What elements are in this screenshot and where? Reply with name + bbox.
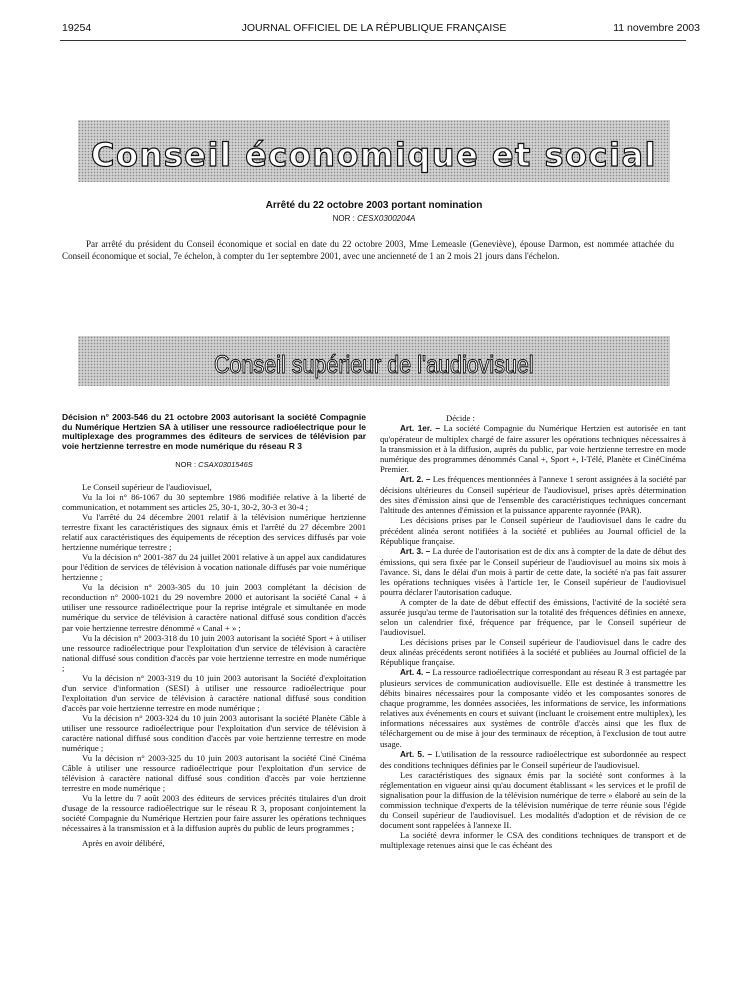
visa-paragraph: Vu la loi n° 86-1067 du 30 septembre 1986 modifiée relative à la liberté de communication, et notamment ses articles 25, 30-1, 30-2, 30-3 et 30-4 ;	[62, 491, 366, 512]
article-paragraph	[380, 423, 686, 474]
page-number: 19254	[62, 22, 92, 34]
article-paragraph	[380, 515, 686, 545]
visa-paragraph: Après en avoir délibéré,	[82, 837, 165, 848]
article-text: L'utilisation de la ressource radioélectrique est subordonnée au respect des conditions techniques définies par le Conseil supérieur de l'audiovisuel.	[380, 748, 686, 770]
article-label: Art. 3. –	[400, 546, 431, 556]
arrete-nor	[0, 214, 748, 223]
visa-paragraph: Le Conseil supérieur de l'audiovisuel,	[82, 481, 212, 492]
article-paragraph	[380, 749, 686, 770]
article-label: Art. 1er. –	[400, 424, 441, 434]
visas-list	[62, 482, 366, 848]
visa-paragraph: Vu la décision n° 2003-325 du 10 juin 2003 autorisant la société Ciné Cinéma Câble à utiliser une ressource radioélectrique pour l'exploitation d'un service de télévision à caractère national diffusé sous condition d'accès par voie hertzienne terrestre en mode numérique ;	[62, 753, 366, 794]
article-label: Art. 5. –	[400, 749, 433, 759]
visa-paragraph: Vu la décision n° 2001-387 du 24 juillet 2001 relative à un appel aux candidatures pour l'édition de services de télévision à vocation nationale diffusés par voie numérique hertzienne ;	[62, 552, 366, 583]
article-text: La société Compagnie du Numérique Hertzien est autorisée en tant qu'opérateur de multiplex chargé de faire assurer les opérations techniques nécessaires à la transmission et à la diffusion, auprès du public, par voie hertzienne terrestre en mode numérique des programmes dénommés Canal +, Sport +, I-Télé, Planète et CinéCinéma Premier.	[380, 423, 686, 475]
page-header	[0, 22, 748, 36]
right-column	[380, 413, 686, 850]
article-paragraph	[380, 770, 686, 830]
article-text: Les caractéristiques des signaux émis par la société sont conformes à la réglementation en vigueur ainsi qu'au document établissant « les services et le profil de signalisation pour la diffusion de la télévision numérique de terre » élaboré au sein de la commission technique d'experts de la télévision numérique de terre réunie sous l'égide du Conseil supérieur de l'audiovisuel. Les modalités d'adoption et de révision de ce document sont rappelées à l'annexe II.	[380, 769, 686, 830]
visa-paragraph: Vu la décision n° 2003-324 du 10 juin 2003 autorisant la société Planète Câble à utiliser une ressource radioélectrique pour l'exploitation d'un service de télévision à caractère national diffusé sous condition d'accès par voie hertzienne terrestre en mode numérique ;	[62, 712, 366, 754]
visa-paragraph: Vu la décision n° 2003-305 du 10 juin 2003 complétant la décision de reconduction n° 2000-1021 du 29 novembre 2000 et autorisant la société Canal + à utiliser une ressource radioélectrique pour la reprise intégrale et simultanée en mode numérique du service de télévision à caractère national diffusé sous condition d'accès par voie hertzienne terrestre dénommé « Canal + » ;	[62, 582, 366, 633]
visa-paragraph: Vu la lettre du 7 août 2003 des éditeurs de services précités titulaires d'un droit d'usage de la ressource radioélectrique sur le réseau R 3, proposant conjointement la société Compagnie du Numérique Hertzien pour faire assurer les opérations techniques nécessaires à la transmission et à la diffusion auprès du public de leurs programmes ;	[62, 793, 366, 834]
article-label: Art. 2. –	[400, 475, 431, 485]
publication-date: 11 novembre 2003	[613, 22, 700, 34]
nor-label: NOR :	[332, 214, 355, 223]
article-text: Les décisions prises par le Conseil supérieur de l'audiovisuel dans le cadre du précédent alinéa seront notifiées à la société et publiées au Journal officiel de la République française.	[380, 515, 686, 546]
arrete-title: Arrêté du 22 octobre 2003 portant nomination	[265, 200, 483, 211]
nor-code: CESX0300204A	[357, 214, 416, 223]
decision-nor	[62, 460, 366, 470]
nor-code: CSAX0301546S	[198, 459, 253, 469]
article-paragraph	[380, 637, 686, 667]
article-text: La ressource radioélectrique correspondant au réseau R 3 est partagée par plusieurs services de communication audiovisuelle. Elle est destinée à transmettre les débits binaires nécessaires pour la composante vidéo et les composantes sonores de chaque programme, les données associées, les informations de service, les informations relatives aux événements en cours et suivant (incluant le croisement entre multiplex), les informations nécessaires aux systèmes de contrôle d'accès ainsi que les flux de téléchargement ou de mise à jour des terminaux de réception, à l'exclusion de tout autre usage.	[380, 667, 686, 749]
section-banner-ces	[78, 120, 670, 182]
journal-title: JOURNAL OFFICIEL DE LA RÉPUBLIQUE FRANÇAISE	[241, 22, 507, 34]
visa-paragraph: Vu la décision n° 2003-318 du 10 juin 2003 autorisant la société Sport + à utiliser une ressource radioélectrique pour l'exploitation d'un service de télévision à caractère national diffusé sous condition d'accès par voie hertzienne terrestre en mode numérique ;	[62, 632, 366, 673]
article-text: A compter de la date de début effectif des émissions, l'activité de la société sera assurée jusqu'au terme de l'autorisation sur la totalité des fréquences définies en annexe, selon un calendrier fixé, fréquence par fréquence, par le Conseil supérieur de l'audiovisuel.	[380, 596, 686, 637]
article-text: La durée de l'autorisation est de dix ans à compter de la date de début des émissions, qui sera fixée par le Conseil supérieur de l'audiovisuel au moins six mois à l'avance. Si, dans le délai d'un mois à partir de cette date, la société n'a pas fait assurer les opérations techniques visées à l'article 1er, le Conseil supérieur de l'audiovisuel pourra déclarer l'autorisation caduque.	[380, 545, 686, 597]
banner-title: Conseil économique et social	[90, 136, 657, 174]
nor-label: NOR :	[175, 459, 197, 469]
decision-title: Décision n° 2003-546 du 21 octobre 2003 autorisant la société Compagnie du Numérique Hertzien SA à utiliser une ressource radioélectrique pour le multiplexage des programmes des éditeurs de services de télévision par voie hertzienne terrestre en mode numérique du réseau R 3	[62, 412, 366, 452]
arrete-body: Par arrêté du président du Conseil économique et social en date du 22 octobre 2003, Mme Lemeasle (Geneviève), épouse Darmon, est nommée attachée du Conseil économique et social, 7e échelon, à compter du 1er septembre 2001, avec une ancienneté de 1 an 2 mois 21 jours dans l'échelon.	[62, 239, 674, 262]
article-paragraph	[380, 667, 686, 748]
article-paragraph	[380, 474, 686, 515]
section-banner-csa	[78, 336, 670, 386]
decide-heading: Décide :	[446, 413, 475, 423]
article-paragraph	[380, 830, 686, 850]
visa-paragraph: Vu la décision n° 2003-319 du 10 juin 2003 autorisant la Société d'exploitation d'un service d'information (SESI) à utiliser une ressource radioélectrique pour l'exploitation d'un service de télévision à caractère national diffusé sous condition d'accès par voie hertzienne terrestre en mode numérique ;	[62, 672, 366, 713]
left-column	[62, 413, 366, 848]
header-rule	[60, 40, 686, 41]
article-text: Les fréquences mentionnées à l'annexe 1 seront assignées à la société par décisions ultérieures du Conseil supérieur de l'audiovisuel, prises après détermination des sites d'émission ainsi que de l'ensemble des caractéristiques techniques concernant l'altitude des antennes d'émission et la puissance apparente rayonnée (PAR).	[380, 474, 686, 516]
articles-list	[380, 423, 686, 850]
article-paragraph	[380, 546, 686, 597]
article-label: Art. 4. –	[400, 668, 431, 678]
visa-paragraph: Vu l'arrêté du 24 décembre 2001 relatif à la télévision numérique hertzienne terrestre fixant les caractéristiques des signaux émis et l'arrêté du 27 décembre 2001 relatif aux caractéristiques des équipements de réception des services diffusés par voie hertzienne numérique terrestre ;	[62, 512, 366, 553]
article-text: Les décisions prises par le Conseil supérieur de l'audiovisuel dans le cadre des deux alinéas précédents seront notifiées à la société et publiées au Journal officiel de la République française.	[380, 637, 686, 668]
article-paragraph	[380, 597, 686, 637]
article-text: La société devra informer le CSA des conditions techniques de transport et de multiplexage retenues ainsi que le cas échéant des	[380, 829, 686, 850]
banner-title: Conseil supérieur de l'audiovisuel	[214, 350, 534, 379]
